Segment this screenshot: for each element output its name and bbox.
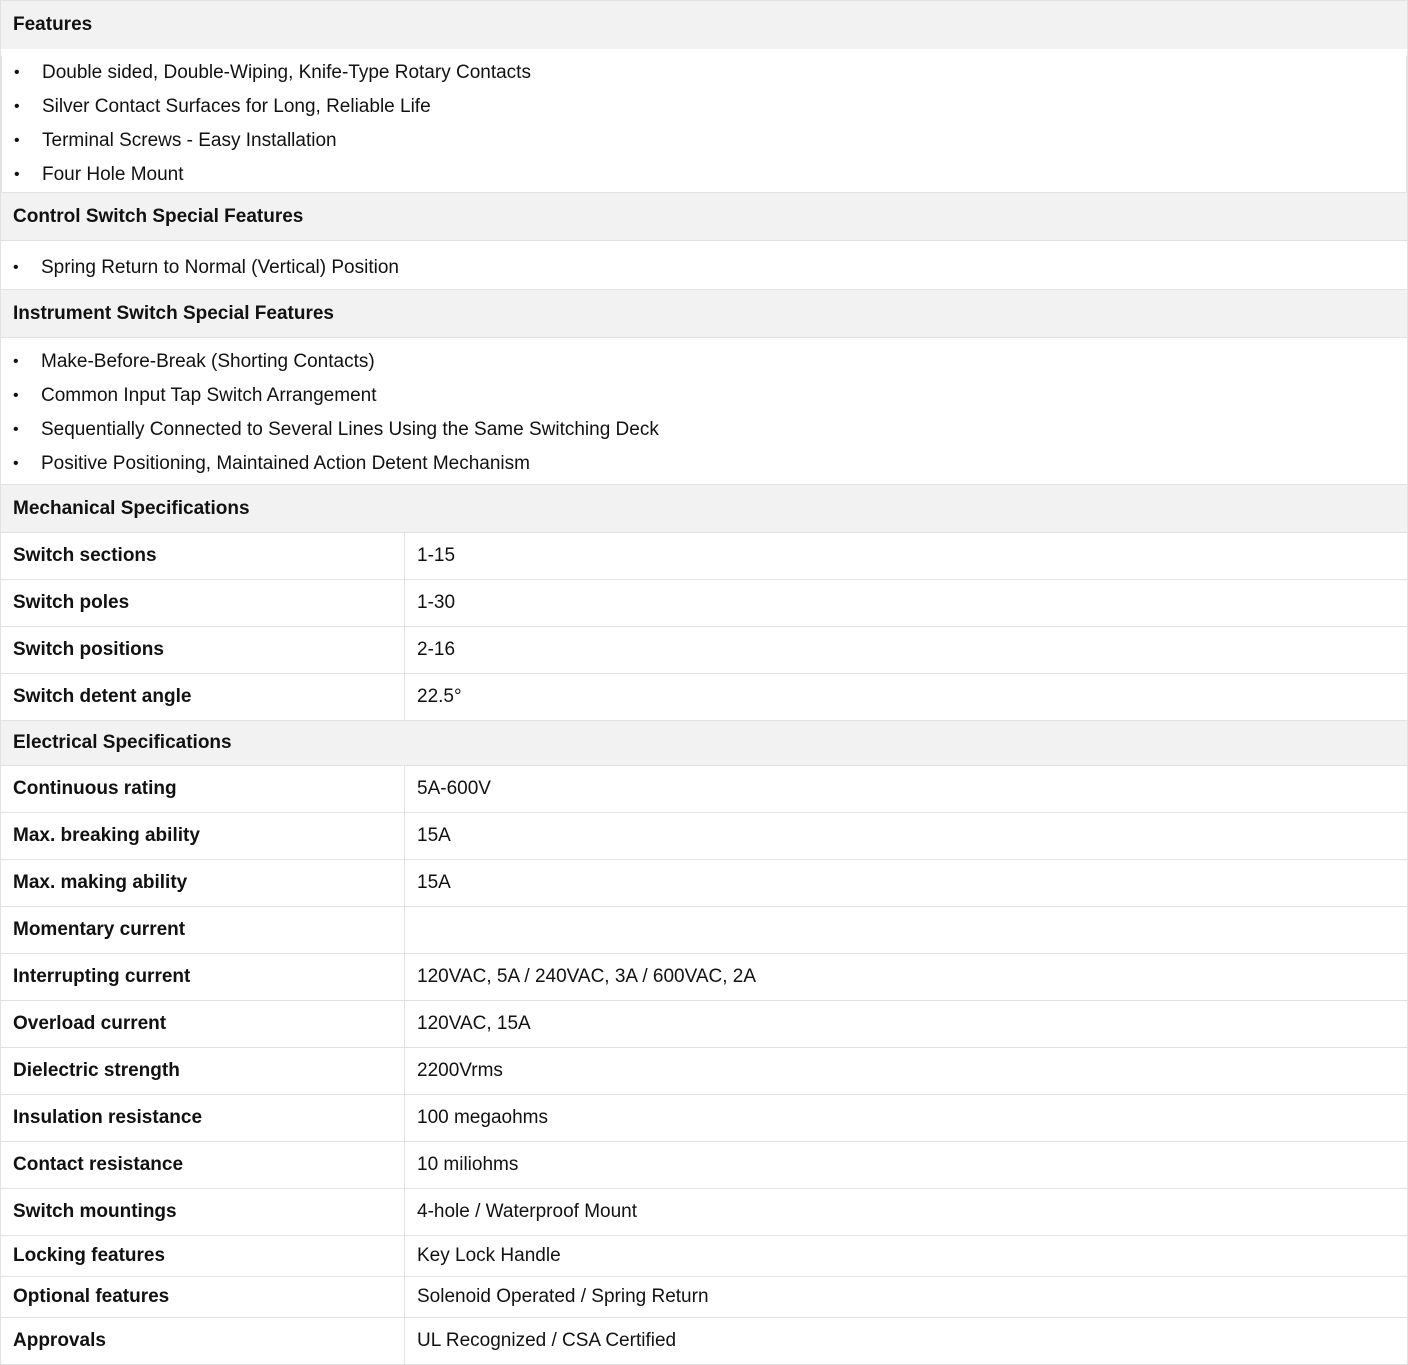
spec-value: 100 megaohms	[405, 1095, 1408, 1142]
table-row	[1, 580, 1408, 627]
spec-label: Switch positions	[1, 627, 405, 674]
instrument-item	[1, 345, 1407, 379]
spec-value: UL Recognized / CSA Certified	[405, 1318, 1408, 1365]
instrument-list	[0, 337, 1408, 484]
feature-text: Four Hole Mount	[42, 164, 184, 185]
feature-item	[1, 124, 1407, 158]
feature-text: Double sided, Double-Wiping, Knife-Type Rotary Contacts	[42, 62, 531, 83]
table-row	[1, 1048, 1408, 1095]
spec-label: Max. breaking ability	[1, 813, 405, 860]
spec-value: 2200Vrms	[405, 1048, 1408, 1095]
electrical-table	[0, 765, 1408, 1365]
instrument-item	[1, 379, 1407, 413]
table-row	[1, 1001, 1408, 1048]
instrument-text: Sequentially Connected to Several Lines Using the Same Switching Deck	[41, 419, 659, 440]
table-row	[1, 1142, 1408, 1189]
spec-value: 1-30	[405, 580, 1408, 627]
spec-value: 10 miliohms	[405, 1142, 1408, 1189]
spec-value: 5A-600V	[405, 766, 1408, 813]
spec-value	[405, 907, 1408, 954]
bullet-icon: •	[14, 132, 20, 149]
spec-label: Contact resistance	[1, 1142, 405, 1189]
table-row	[1, 674, 1408, 721]
table-row	[1, 1095, 1408, 1142]
spec-value: 120VAC, 15A	[405, 1001, 1408, 1048]
spec-label: Overload current	[1, 1001, 405, 1048]
features-title: Features	[13, 14, 93, 35]
instrument-heading	[0, 289, 1408, 337]
mechanical-heading	[0, 484, 1408, 532]
spec-value: 4-hole / Waterproof Mount	[405, 1189, 1408, 1236]
table-row	[1, 907, 1408, 954]
table-row	[1, 954, 1408, 1001]
spec-label: Interrupting current	[1, 954, 405, 1001]
table-row	[1, 1189, 1408, 1236]
instrument-text: Common Input Tap Switch Arrangement	[41, 385, 377, 406]
spec-value: 15A	[405, 860, 1408, 907]
spec-label: Switch poles	[1, 580, 405, 627]
electrical-title: Electrical Specifications	[13, 732, 232, 753]
feature-text: Silver Contact Surfaces for Long, Reliable Life	[42, 96, 431, 117]
spec-label: Approvals	[1, 1318, 405, 1365]
table-row	[1, 1277, 1408, 1318]
spec-label: Max. making ability	[1, 860, 405, 907]
instrument-item	[1, 447, 1407, 481]
electrical-heading	[0, 721, 1408, 765]
spec-value: 22.5°	[405, 674, 1408, 721]
feature-item	[1, 90, 1407, 124]
spec-label: Locking features	[1, 1236, 405, 1277]
mechanical-title: Mechanical Specifications	[13, 497, 250, 519]
bullet-icon: •	[14, 166, 20, 183]
spec-value: Solenoid Operated / Spring Return	[405, 1277, 1408, 1318]
bullet-icon: •	[13, 387, 19, 404]
spec-label: Continuous rating	[1, 766, 405, 813]
bullet-icon: •	[13, 353, 19, 370]
instrument-item	[1, 413, 1407, 447]
control-title: Control Switch Special Features	[13, 205, 304, 227]
control-heading	[0, 192, 1408, 240]
spec-value: Key Lock Handle	[405, 1236, 1408, 1277]
spec-value: 120VAC, 5A / 240VAC, 3A / 600VAC, 2A	[405, 954, 1408, 1001]
instrument-title: Instrument Switch Special Features	[13, 302, 334, 324]
mechanical-table	[0, 532, 1408, 721]
spec-value: 15A	[405, 813, 1408, 860]
table-row	[1, 1236, 1408, 1277]
spec-label: Switch detent angle	[1, 674, 405, 721]
instrument-text: Positive Positioning, Maintained Action Detent Mechanism	[41, 453, 530, 474]
spec-label: Switch mountings	[1, 1189, 405, 1236]
bullet-icon: •	[13, 455, 19, 472]
bullet-icon: •	[13, 259, 19, 276]
spec-label: Switch sections	[1, 533, 405, 580]
spec-label: Momentary current	[1, 907, 405, 954]
spec-value: 1-15	[405, 533, 1408, 580]
table-row	[1, 813, 1408, 860]
features-heading	[0, 0, 1408, 49]
bullet-icon: •	[13, 421, 19, 438]
bullet-icon: •	[14, 64, 20, 81]
spec-label: Insulation resistance	[1, 1095, 405, 1142]
table-row	[1, 860, 1408, 907]
feature-item	[1, 56, 1407, 90]
spec-label: Dielectric strength	[1, 1048, 405, 1095]
feature-item	[1, 158, 1407, 192]
spec-label: Optional features	[1, 1277, 405, 1318]
control-list	[0, 240, 1408, 289]
spec-value: 2-16	[405, 627, 1408, 674]
feature-text: Terminal Screws - Easy Installation	[42, 130, 337, 151]
instrument-text: Make-Before-Break (Shorting Contacts)	[41, 351, 375, 372]
table-row	[1, 766, 1408, 813]
table-row	[1, 533, 1408, 580]
table-row	[1, 627, 1408, 674]
control-text: Spring Return to Normal (Vertical) Position	[41, 257, 399, 278]
table-row	[1, 1318, 1408, 1365]
features-list	[0, 49, 1408, 192]
bullet-icon: •	[14, 98, 20, 115]
control-item	[1, 251, 1407, 285]
